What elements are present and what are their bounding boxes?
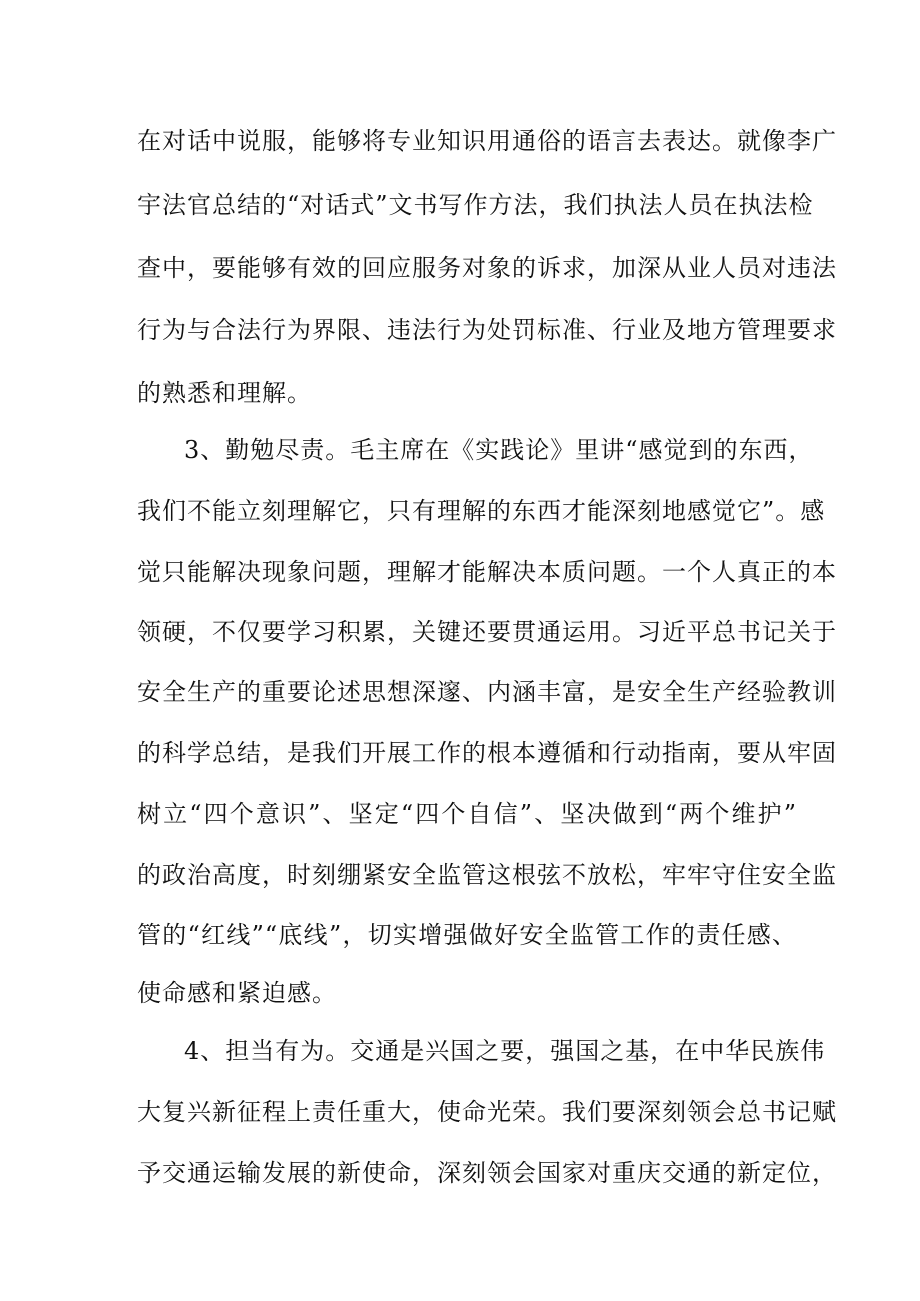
- text-line: 管的“红线”“底线”，切实增强做好安全监管工作的责任感、: [137, 921, 797, 949]
- paragraph-heading-line: 3、勤勉尽责。毛主席在《实践论》里讲“感觉到的东西，: [184, 436, 814, 464]
- text-line: 觉只能解决现象问题，理解才能解决本质问题。一个人真正的本: [137, 558, 837, 586]
- text-line: 使命感和紧迫感。: [137, 979, 337, 1007]
- text-line: 安全生产的重要论述思想深邃、内涵丰富，是安全生产经验教训: [137, 678, 837, 706]
- text-line: 的科学总结，是我们开展工作的根本遵循和行动指南，要从牢固: [137, 739, 837, 767]
- text-line: 行为与合法行为界限、违法行为处罚标准、行业及地方管理要求: [137, 316, 837, 344]
- text-line: 查中，要能够有效的回应服务对象的诉求，加深从业人员对违法: [137, 254, 837, 282]
- text-line: 予交通运输发展的新使命，深刻领会国家对重庆交通的新定位，: [137, 1159, 837, 1187]
- text-line: 我们不能立刻理解它，只有理解的东西才能深刻地感觉它”。感: [137, 497, 826, 525]
- text-line: 的熟悉和理解。: [137, 379, 312, 407]
- text-line: 的政治高度，时刻绷紧安全监管这根弦不放松，牢牢守住安全监: [137, 861, 837, 889]
- text-line: 宇法官总结的“对话式”文书写作方法，我们执法人员在执法检: [137, 191, 814, 219]
- text-line: 大复兴新征程上责任重大，使命光荣。我们要深刻领会总书记赋: [137, 1098, 837, 1126]
- text-line: 树立“四个意识”、坚定“四个自信”、坚决做到“两个维护”: [137, 800, 797, 828]
- text-line: 领硬，不仅要学习积累，关键还要贯通运用。习近平总书记关于: [137, 618, 837, 646]
- text-line: 在对话中说服，能够将专业知识用通俗的语言去表达。就像李广: [137, 127, 837, 155]
- paragraph-heading-line: 4、担当有为。交通是兴国之要，强国之基，在中华民族伟: [184, 1037, 826, 1065]
